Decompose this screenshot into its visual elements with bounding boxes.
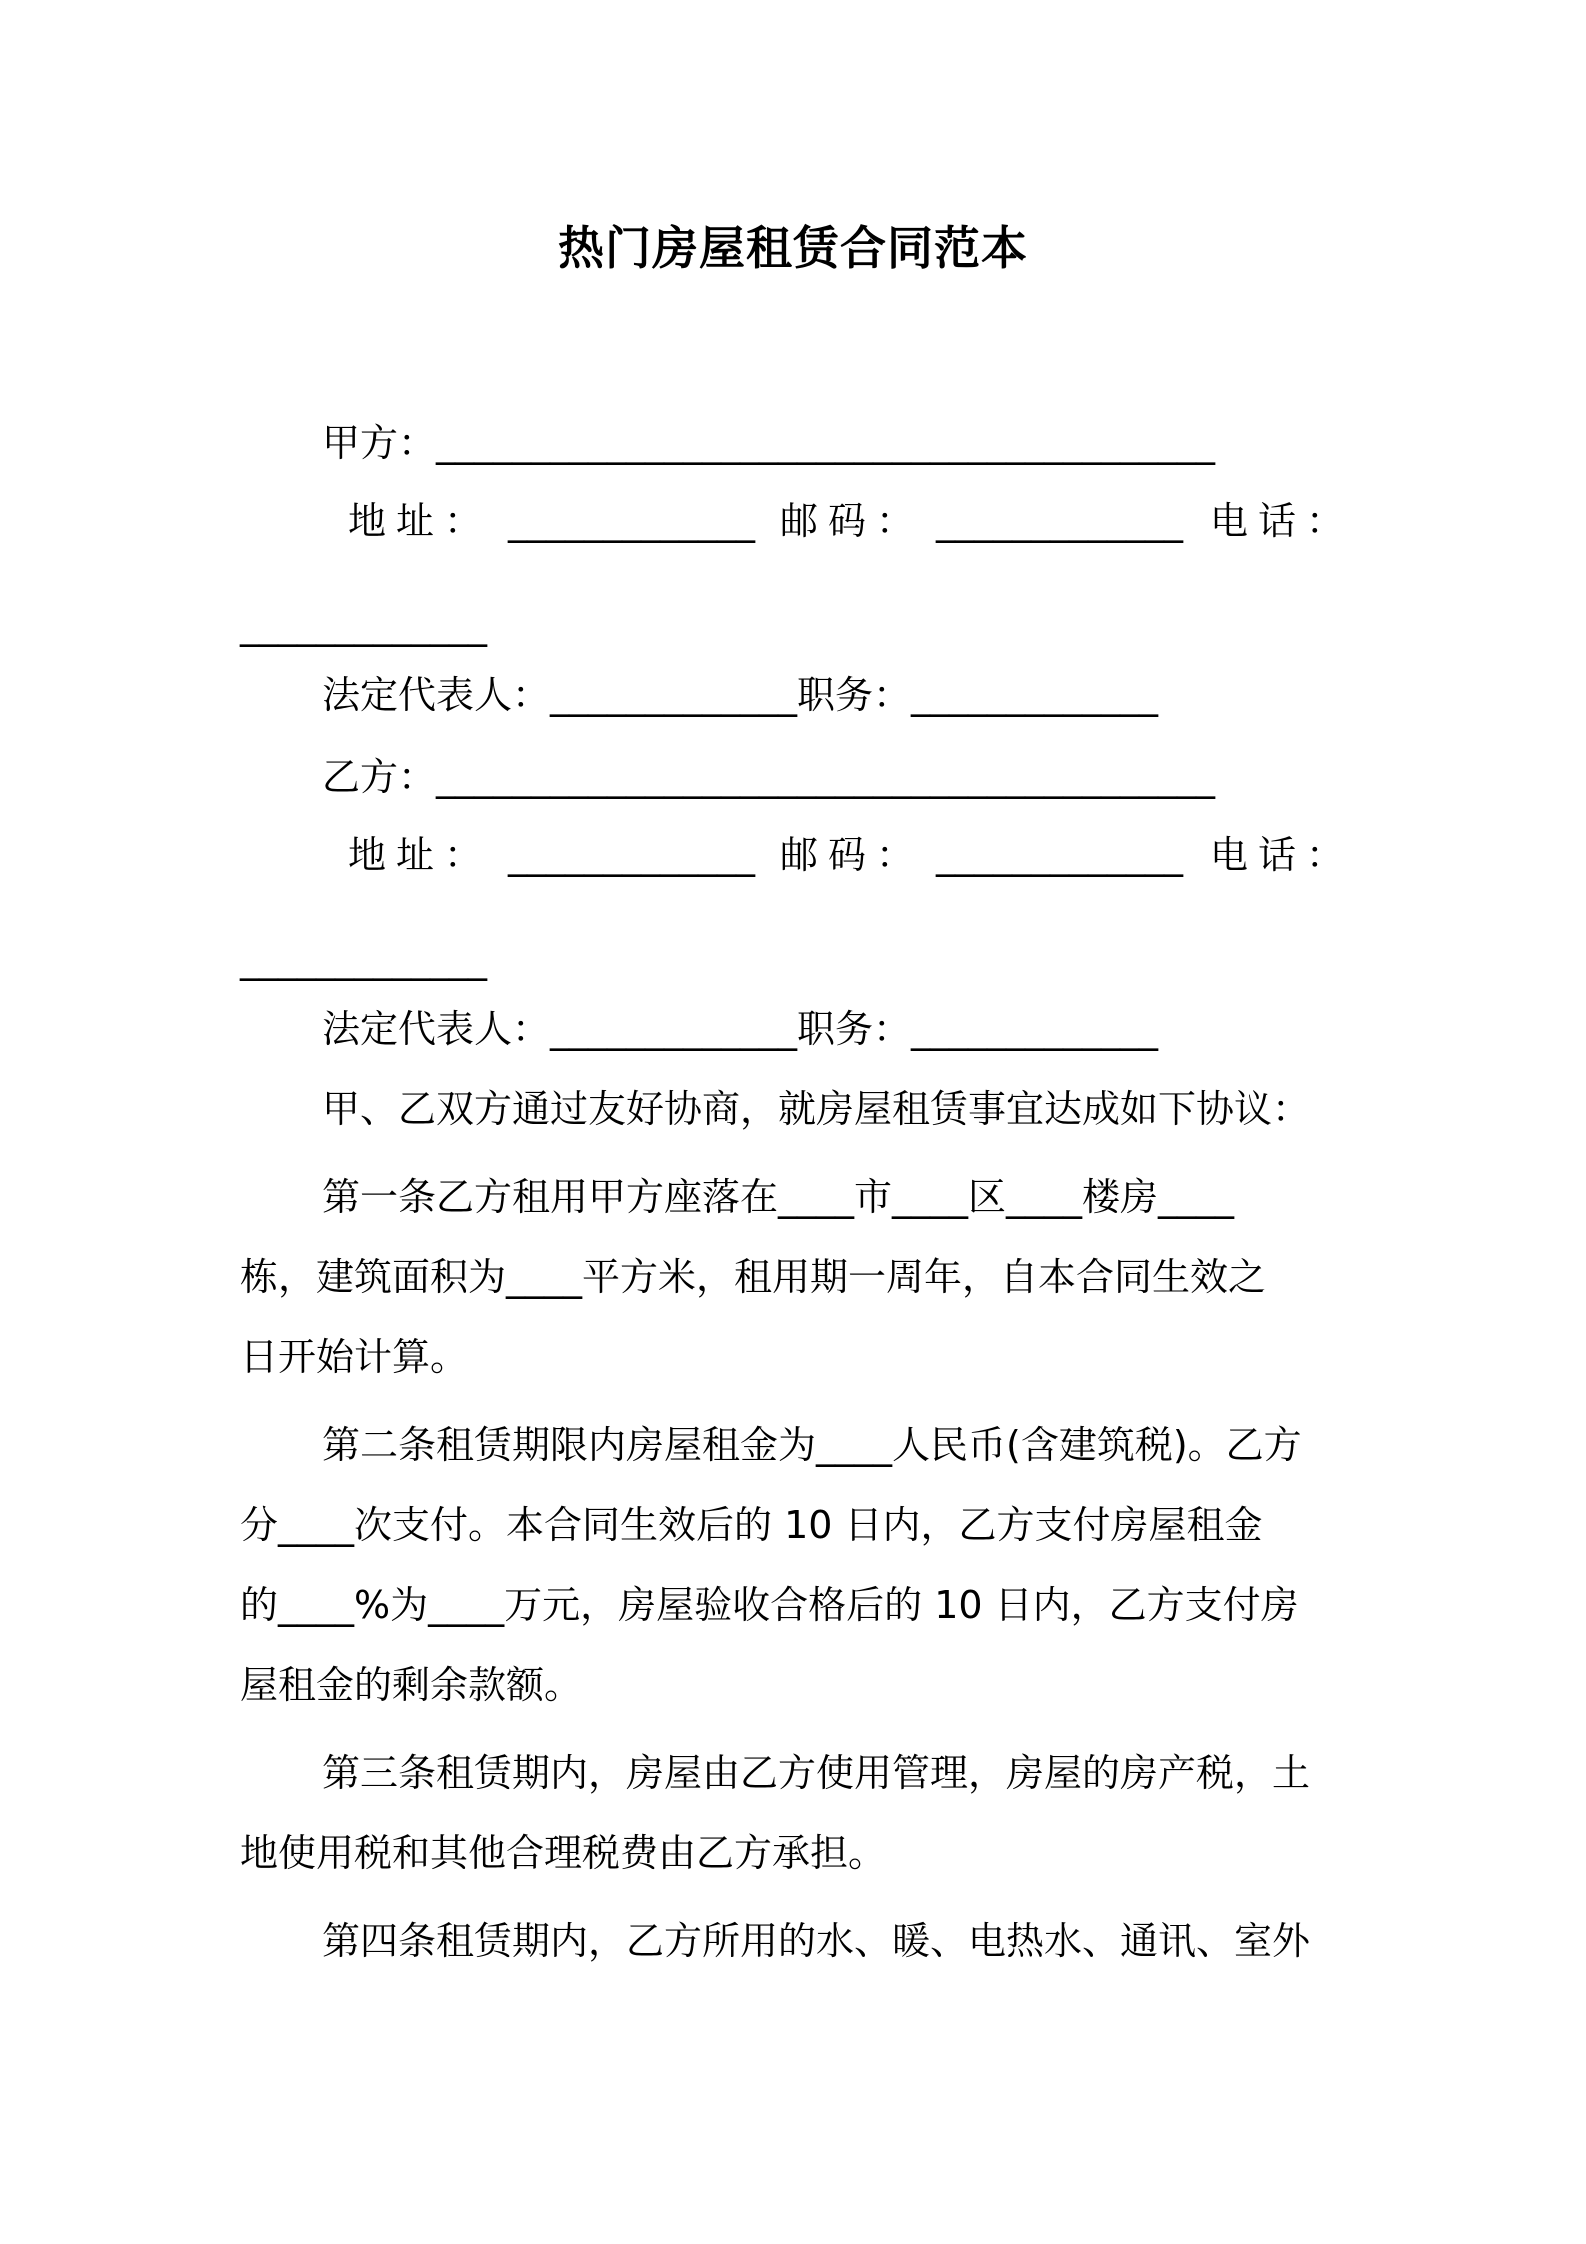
party-a-postcode-blank: _____________ (936, 499, 1183, 543)
party-a-address-blank: _____________ (508, 499, 755, 543)
article-2-line-3: 的____%为____万元，房屋验收合格后的 10 日内，乙方支付房 (240, 1583, 1299, 1627)
article-2-line-4: 屋租金的剩余款额。 (240, 1663, 583, 1707)
party-b-line: 乙方：_________________________________________ (322, 755, 1216, 799)
article-1-line-1: 第一条乙方租用甲方座落在____市____区____楼房____ (322, 1175, 1235, 1219)
party-a-postcode-label: 邮码： (780, 499, 925, 543)
party-a-representative-line: 法定代表人：_____________职务：_____________ (322, 673, 1159, 717)
party-b-representative-line: 法定代表人：_____________职务：_____________ (322, 1007, 1159, 1051)
party-a-phone-blank: _____________ (240, 603, 487, 647)
article-1-line-3: 日开始计算。 (240, 1335, 469, 1379)
party-b-address-label: 地址： (348, 833, 493, 877)
article-3-line-2: 地使用税和其他合理税费由乙方承担。 (240, 1831, 887, 1875)
agreement-intro: 甲、乙双方通过友好协商，就房屋租赁事宜达成如下协议： (322, 1087, 1311, 1131)
document-title: 热门房屋租赁合同范本 (558, 221, 1028, 275)
party-b-phone-label: 电话： (1210, 833, 1355, 877)
party-a-phone-label: 电话： (1210, 499, 1355, 543)
party-a-line: 甲方：_________________________________________ (322, 421, 1216, 465)
article-1-line-2: 栋，建筑面积为____平方米，租用期一周年，自本合同生效之 (240, 1255, 1267, 1299)
article-2-line-2: 分____次支付。本合同生效后的 10 日内，乙方支付房屋租金 (240, 1503, 1263, 1547)
article-3-line-1: 第三条租赁期内，房屋由乙方使用管理，房屋的房产税，土 (322, 1751, 1311, 1795)
article-4-line-1: 第四条租赁期内，乙方所用的水、暖、电热水、通讯、室外 (322, 1919, 1311, 1963)
party-b-postcode-label: 邮码： (780, 833, 925, 877)
party-a-address-label: 地址： (348, 499, 493, 543)
party-b-address-blank: _____________ (508, 833, 755, 877)
article-2-line-1: 第二条租赁期限内房屋租金为____人民币(含建筑税)。乙方 (322, 1423, 1302, 1467)
party-b-phone-blank: _____________ (240, 937, 487, 981)
party-b-postcode-blank: _____________ (936, 833, 1183, 877)
